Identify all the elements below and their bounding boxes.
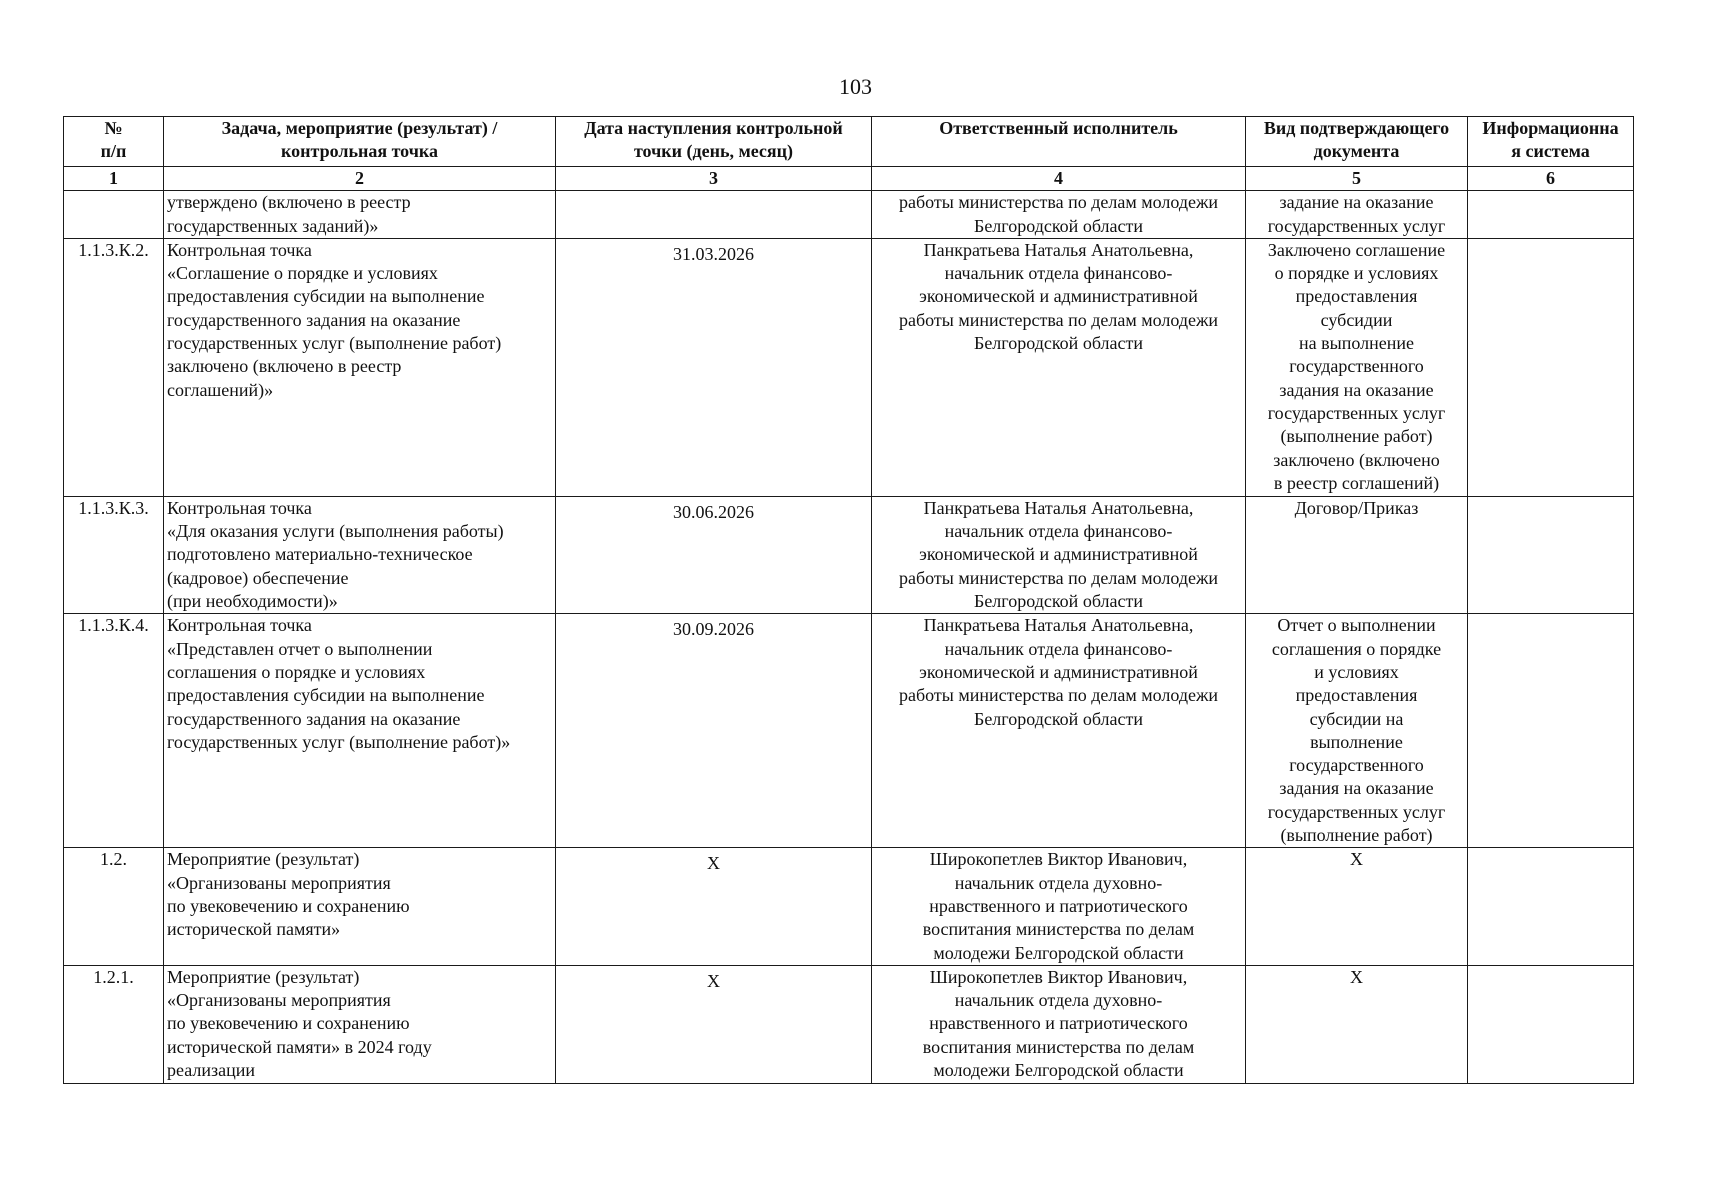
cell-line: соглашения о порядке и условиях [167, 661, 426, 682]
cell-line: Мероприятие (результат) [167, 849, 360, 870]
table-body [64, 191, 1634, 1084]
document-cell [1246, 965, 1468, 1083]
cell-line: «Для оказания услуги (выполнения работы) [167, 521, 504, 542]
row-number-cell [64, 848, 164, 965]
executor-cell [872, 614, 1246, 848]
executor-cell [872, 191, 1246, 239]
cell-line: «Организованы мероприятия [167, 990, 391, 1011]
table-row [64, 848, 1634, 965]
table-row [64, 238, 1634, 496]
column-number-row [64, 167, 1634, 191]
control-points-table [63, 116, 1634, 1084]
header-cell-executor [872, 117, 1246, 167]
cell-line: Широкопетлев Виктор Иванович, [929, 966, 1188, 987]
cell-line: Контрольная точка [167, 497, 312, 518]
header-cell-system [1468, 117, 1634, 167]
cell-line: «Организованы мероприятия [167, 872, 391, 893]
executor-cell [872, 238, 1246, 496]
cell-line: государственных услуг [1267, 215, 1446, 236]
cell-line: 30.06.2026 [673, 501, 754, 522]
cell-line: предоставления [1295, 286, 1418, 307]
cell-line: 1.2.1. [93, 966, 134, 987]
cell-line: Заключено соглашение [1267, 239, 1446, 260]
system-cell [1468, 496, 1634, 613]
cell-line: выполнение [1310, 731, 1403, 752]
cell-line: «Соглашение о порядке и условиях [167, 263, 438, 284]
header-text: № [104, 118, 123, 138]
system-cell [1468, 965, 1634, 1083]
system-cell [1468, 848, 1634, 965]
date-cell [556, 238, 872, 496]
header-text: Ответственный исполнитель [939, 118, 1178, 138]
cell-line: предоставления [1295, 685, 1418, 706]
header-cell-task [164, 117, 556, 167]
date-cell [556, 496, 872, 613]
cell-line: подготовлено материально-техническое [167, 544, 473, 565]
cell-line: Панкратьева Наталья Анатольевна, [923, 239, 1194, 260]
table-row [64, 614, 1634, 848]
cell-line: субсидии на [1309, 708, 1404, 729]
cell-line: 1.1.3.К.2. [78, 239, 149, 260]
cell-line: государственного [1289, 356, 1424, 377]
cell-line: предоставления субсидии на выполнение [167, 685, 485, 706]
cell-line: предоставления субсидии на выполнение [167, 286, 485, 307]
table-row [64, 191, 1634, 239]
cell-line: начальник отдела финансово- [944, 263, 1173, 284]
cell-line: государственных заданий)» [167, 215, 379, 236]
cell-line: Белгородской области [973, 215, 1143, 236]
cell-line: (выполнение работ) [1280, 426, 1433, 447]
date-cell [556, 965, 872, 1083]
document-cell [1246, 848, 1468, 965]
cell-line: Х [707, 970, 720, 991]
cell-line: 1.1.3.К.3. [78, 497, 149, 518]
cell-line: Отчет о выполнении [1277, 615, 1436, 636]
cell-line: 30.09.2026 [673, 619, 754, 640]
executor-cell [872, 496, 1246, 613]
cell-line: на выполнение [1299, 333, 1414, 354]
table-row [64, 496, 1634, 613]
row-number-cell [64, 614, 164, 848]
cell-line: задания на оказание [1279, 379, 1434, 400]
task-cell [164, 238, 556, 496]
header-cell-number [64, 117, 164, 167]
column-number: 6 [1468, 167, 1634, 191]
cell-line: Панкратьева Наталья Анатольевна, [923, 497, 1194, 518]
cell-line: задания на оказание [1279, 778, 1434, 799]
cell-line: работы министерства по делам молодежи [898, 309, 1219, 330]
cell-line: молодежи Белгородской области [933, 1060, 1184, 1081]
cell-line: Белгородской области [973, 708, 1143, 729]
cell-line: Мероприятие (результат) [167, 966, 360, 987]
header-text: контрольная точка [281, 141, 438, 162]
system-cell [1468, 238, 1634, 496]
row-number-cell [64, 496, 164, 613]
header-text: Информационна [1482, 118, 1619, 138]
column-number: 4 [872, 167, 1246, 191]
header-text: Задача, мероприятие (результат) / [221, 118, 498, 138]
executor-cell [872, 848, 1246, 965]
cell-line: по увековечению и сохранению [167, 1013, 410, 1034]
cell-line: Х [707, 853, 720, 874]
row-number-cell [64, 238, 164, 496]
system-cell [1468, 614, 1634, 848]
cell-line: государственных услуг [1267, 402, 1446, 423]
document-cell [1246, 238, 1468, 496]
cell-line: 31.03.2026 [673, 243, 754, 264]
task-cell [164, 191, 556, 239]
date-cell [556, 614, 872, 848]
cell-line: реализации [167, 1060, 255, 1081]
cell-line: «Представлен отчет о выполнении [167, 638, 433, 659]
executor-cell [872, 965, 1246, 1083]
header-cell-date [556, 117, 872, 167]
cell-line: (выполнение работ) [1280, 825, 1433, 846]
document-cell [1246, 614, 1468, 848]
cell-line: Договор/Приказ [1294, 497, 1419, 518]
cell-line: заключено (включено [1273, 449, 1440, 470]
cell-line: нравственного и патриотического [929, 895, 1188, 916]
header-text: п/п [100, 141, 127, 162]
row-number-cell [64, 191, 164, 239]
document-cell [1246, 191, 1468, 239]
cell-line: воспитания министерства по делам [922, 919, 1195, 940]
header-text: Вид подтверждающего [1263, 118, 1450, 138]
cell-line: нравственного и патриотического [929, 1013, 1188, 1034]
cell-line: Белгородской области [973, 333, 1143, 354]
cell-line: Широкопетлев Виктор Иванович, [929, 849, 1188, 870]
cell-line: утверждено (включено в реестр [167, 192, 411, 213]
cell-line: исторической памяти» [167, 919, 341, 940]
cell-line: исторической памяти» в 2024 году [167, 1036, 432, 1057]
task-cell [164, 848, 556, 965]
document-cell [1246, 496, 1468, 613]
cell-line: работы министерства по делам молодежи [898, 192, 1219, 213]
cell-line: экономической и административной [919, 544, 1198, 565]
cell-line: экономической и административной [919, 286, 1198, 307]
date-cell [556, 848, 872, 965]
cell-line: воспитания министерства по делам [922, 1036, 1195, 1057]
row-number-cell [64, 965, 164, 1083]
column-number: 1 [64, 167, 164, 191]
header-row [64, 117, 1634, 167]
cell-line: Х [1350, 966, 1363, 987]
header-text: точки (день, месяц) [633, 141, 794, 162]
cell-line: Контрольная точка [167, 615, 312, 636]
task-cell [164, 496, 556, 613]
cell-line: о порядке и условиях [1274, 263, 1439, 284]
cell-line: работы министерства по делам молодежи [898, 567, 1219, 588]
cell-line: начальник отдела духовно- [954, 990, 1163, 1011]
cell-line: и условиях [1314, 661, 1399, 682]
cell-line: (при необходимости)» [167, 591, 338, 612]
cell-line: Х [1350, 849, 1363, 870]
column-number: 3 [556, 167, 872, 191]
cell-line: начальник отдела финансово- [944, 521, 1173, 542]
cell-line: заключено (включено в реестр [167, 356, 402, 377]
cell-line: 1.2. [100, 849, 127, 870]
cell-line: молодежи Белгородской области [933, 942, 1184, 963]
cell-line: Контрольная точка [167, 239, 312, 260]
cell-line: государственных услуг (выполнение работ) [167, 333, 502, 354]
cell-line: (кадровое) обеспечение [167, 567, 349, 588]
cell-line: государственных услуг [1267, 801, 1446, 822]
cell-line: государственных услуг (выполнение работ)» [167, 731, 511, 752]
cell-line: государственного задания на оказание [167, 309, 461, 330]
cell-line: в реестр соглашений) [1273, 472, 1440, 493]
header-text: документа [1313, 141, 1400, 162]
header-cell-document [1246, 117, 1468, 167]
cell-line: субсидии [1320, 309, 1393, 330]
task-cell [164, 614, 556, 848]
cell-line: Панкратьева Наталья Анатольевна, [923, 615, 1194, 636]
cell-line: соглашений)» [167, 379, 274, 400]
cell-line: работы министерства по делам молодежи [898, 685, 1219, 706]
header-text: я система [1511, 141, 1590, 162]
cell-line: начальник отдела финансово- [944, 638, 1173, 659]
table-row [64, 965, 1634, 1083]
header-text: Дата наступления контрольной [584, 118, 843, 138]
date-cell [556, 191, 872, 239]
column-number: 5 [1246, 167, 1468, 191]
cell-line: Белгородской области [973, 591, 1143, 612]
cell-line: соглашения о порядке [1271, 638, 1442, 659]
system-cell [1468, 191, 1634, 239]
cell-line: государственного [1289, 755, 1424, 776]
cell-line: начальник отдела духовно- [954, 872, 1163, 893]
cell-line: задание на оказание [1279, 192, 1434, 213]
cell-line: 1.1.3.К.4. [78, 615, 149, 636]
page-number: 103 [839, 74, 872, 99]
task-cell [164, 965, 556, 1083]
column-number: 2 [164, 167, 556, 191]
cell-line: государственного задания на оказание [167, 708, 461, 729]
cell-line: экономической и административной [919, 661, 1198, 682]
cell-line: по увековечению и сохранению [167, 895, 410, 916]
